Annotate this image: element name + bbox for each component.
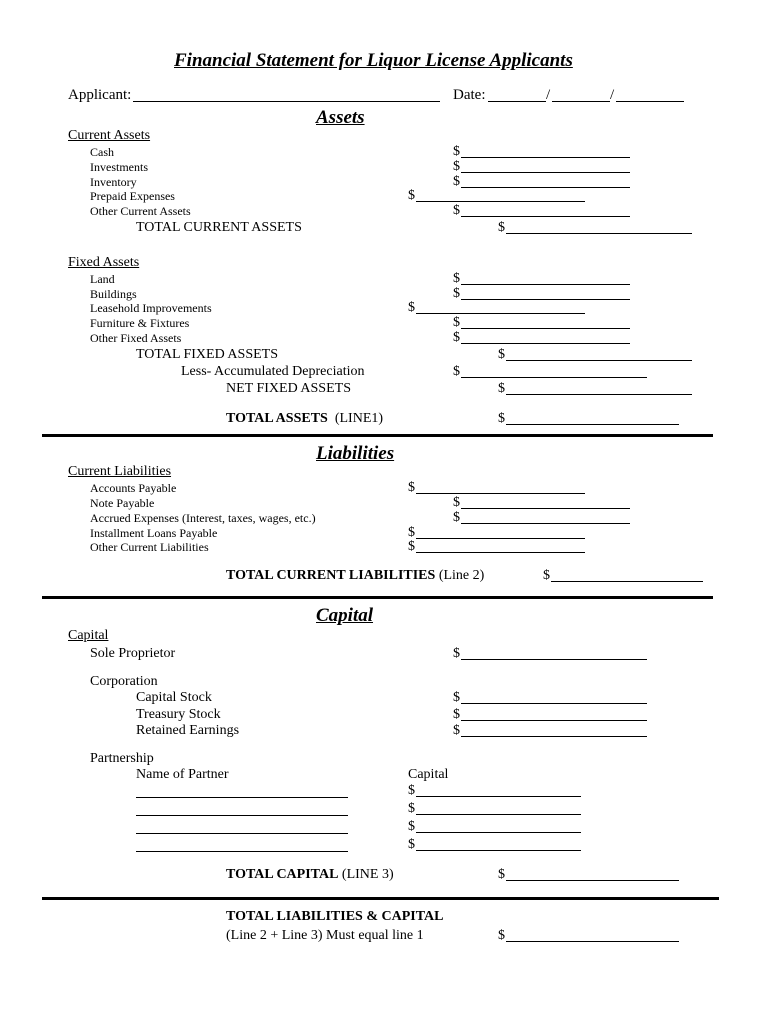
capital-label: Capital (68, 628, 109, 643)
investments-amount-field[interactable]: $ (453, 160, 630, 175)
capital-stock-label: Capital Stock (136, 690, 212, 705)
sole-proprietor-field[interactable]: $ (453, 647, 647, 662)
net-fixed-assets-label: NET FIXED ASSETS (226, 381, 351, 396)
corporation-label: Corporation (90, 674, 158, 689)
capital-stock-field[interactable]: $ (453, 691, 647, 706)
capital-heading: Capital (316, 605, 374, 626)
form-title: Financial Statement for Liquor License Applicants (174, 50, 573, 71)
date-month-field[interactable] (488, 101, 546, 102)
partnership-label: Partnership (90, 751, 154, 766)
partner-capital-field[interactable]: $ (408, 802, 581, 817)
date-year-field[interactable] (616, 101, 684, 102)
land-label: Land (90, 272, 115, 286)
total-current-liabilities-label: TOTAL CURRENT LIABILITIES (Line 2) (226, 568, 485, 583)
installment-loans-amount-field[interactable]: $ (408, 526, 585, 541)
accrued-expenses-amount-field[interactable]: $ (453, 511, 630, 526)
total-capital-field[interactable]: $ (498, 868, 679, 883)
other-current-assets-label: Other Current Assets (90, 204, 191, 218)
partner-capital-field[interactable]: $ (408, 820, 581, 835)
liabilities-heading: Liabilities (316, 443, 395, 464)
partner-name-field[interactable] (136, 815, 348, 816)
assets-heading: Assets (316, 107, 365, 128)
date-day-field[interactable] (552, 101, 610, 102)
total-current-liabilities-field[interactable]: $ (543, 569, 703, 584)
installment-loans-label: Installment Loans Payable (90, 526, 218, 540)
applicant-label: Applicant: (68, 87, 132, 103)
leasehold-improvements-amount-field[interactable]: $ (408, 301, 585, 316)
total-current-assets-label: TOTAL CURRENT ASSETS (136, 220, 302, 235)
partner-capital-label: Capital (408, 767, 449, 782)
other-fixed-assets-label: Other Fixed Assets (90, 331, 182, 345)
section-divider (42, 897, 719, 900)
note-payable-amount-field[interactable]: $ (453, 496, 630, 511)
inventory-amount-field[interactable]: $ (453, 175, 630, 190)
section-divider (42, 596, 713, 599)
total-liabilities-capital-field[interactable]: $ (498, 929, 679, 944)
current-assets-label: Current Assets (68, 128, 151, 143)
partner-name-field[interactable] (136, 797, 348, 798)
fixed-assets-label: Fixed Assets (68, 255, 140, 270)
treasury-stock-field[interactable]: $ (453, 708, 647, 723)
total-assets-field[interactable]: $ (498, 412, 679, 427)
prepaid-expenses-label: Prepaid Expenses (90, 189, 175, 203)
other-current-assets-amount-field[interactable]: $ (453, 204, 630, 219)
total-fixed-assets-field[interactable]: $ (498, 348, 692, 363)
other-fixed-assets-amount-field[interactable]: $ (453, 331, 630, 346)
prepaid-expenses-amount-field[interactable]: $ (408, 189, 585, 204)
buildings-amount-field[interactable]: $ (453, 287, 630, 302)
land-amount-field[interactable]: $ (453, 272, 630, 287)
total-fixed-assets-label: TOTAL FIXED ASSETS (136, 347, 279, 362)
treasury-stock-label: Treasury Stock (136, 707, 221, 722)
accumulated-depreciation-label: Less- Accumulated Depreciation (181, 364, 365, 379)
cash-label: Cash (90, 145, 114, 159)
investments-label: Investments (90, 160, 148, 174)
partner-name-label: Name of Partner (136, 767, 229, 782)
other-current-liabilities-label: Other Current Liabilities (90, 540, 209, 554)
retained-earnings-field[interactable]: $ (453, 724, 647, 739)
date-separator: / (546, 87, 551, 103)
total-liabilities-capital-label: TOTAL LIABILITIES & CAPITAL (226, 909, 444, 924)
partner-capital-field[interactable]: $ (408, 784, 581, 799)
furniture-fixtures-label: Furniture & Fixtures (90, 316, 190, 330)
accounts-payable-amount-field[interactable]: $ (408, 481, 585, 496)
retained-earnings-label: Retained Earnings (136, 723, 240, 738)
total-liabilities-capital-note: (Line 2 + Line 3) Must equal line 1 (226, 928, 424, 943)
date-label: Date: (453, 87, 486, 103)
total-current-assets-field[interactable]: $ (498, 221, 692, 236)
section-divider (42, 434, 713, 437)
partner-name-field[interactable] (136, 851, 348, 852)
current-liabilities-label: Current Liabilities (68, 464, 172, 479)
inventory-label: Inventory (90, 175, 137, 189)
cash-amount-field[interactable]: $ (453, 145, 630, 160)
accrued-expenses-label: Accrued Expenses (Interest, taxes, wages, etc.) (90, 511, 316, 525)
partner-capital-field[interactable]: $ (408, 838, 581, 853)
date-separator: / (610, 87, 615, 103)
applicant-field[interactable] (133, 101, 440, 102)
other-current-liabilities-amount-field[interactable]: $ (408, 540, 585, 555)
total-capital-label: TOTAL CAPITAL (LINE 3) (226, 867, 394, 882)
note-payable-label: Note Payable (90, 496, 155, 510)
accounts-payable-label: Accounts Payable (90, 481, 177, 495)
sole-proprietor-label: Sole Proprietor (90, 646, 176, 661)
accumulated-depreciation-field[interactable]: $ (453, 365, 647, 380)
net-fixed-assets-field[interactable]: $ (498, 382, 692, 397)
buildings-label: Buildings (90, 287, 137, 301)
furniture-fixtures-amount-field[interactable]: $ (453, 316, 630, 331)
partner-name-field[interactable] (136, 833, 348, 834)
total-assets-label: TOTAL ASSETS (LINE1) (226, 411, 384, 426)
leasehold-improvements-label: Leasehold Improvements (90, 301, 212, 315)
